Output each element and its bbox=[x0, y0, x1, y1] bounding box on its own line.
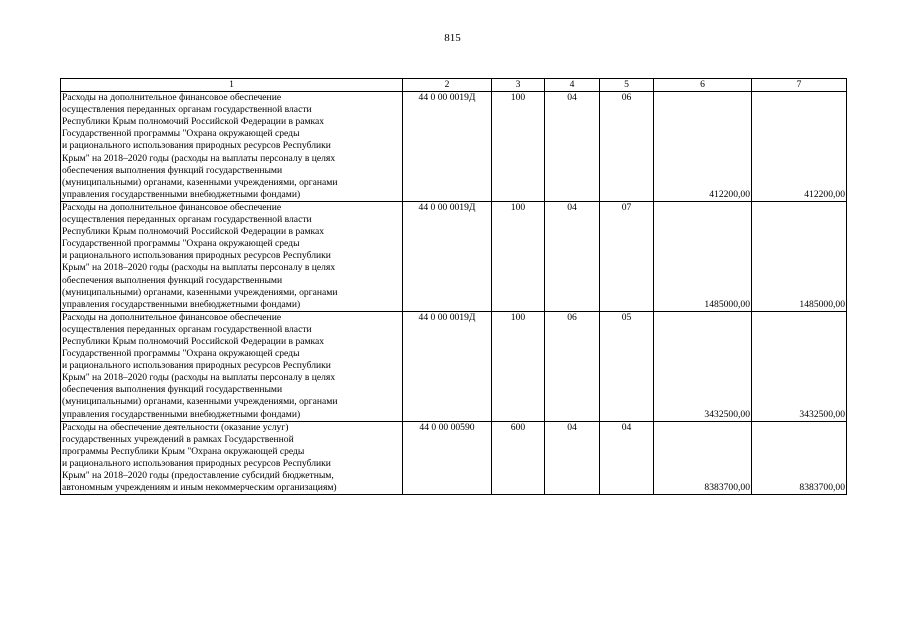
target-article-cell: 44 0 00 0019Д bbox=[403, 92, 492, 202]
expense-type-cell: 100 bbox=[492, 201, 545, 311]
column-header: 3 bbox=[492, 79, 545, 92]
column-header: 4 bbox=[545, 79, 600, 92]
subsection-cell: 06 bbox=[600, 92, 654, 202]
table-row bbox=[61, 421, 847, 495]
amount-cell: 412200,00 bbox=[654, 92, 752, 202]
description-line: (муниципальными) органами, казенными учреждениями, органами bbox=[62, 176, 338, 188]
expense-type-cell: 100 bbox=[492, 92, 545, 202]
amount-cell: 1485000,00 bbox=[654, 201, 752, 311]
amount-cell: 8383700,00 bbox=[752, 421, 847, 495]
description-line: обеспечения выполнения функций государственными bbox=[62, 164, 283, 176]
header-row bbox=[61, 79, 847, 92]
subsection-cell: 05 bbox=[600, 311, 654, 421]
subsection-cell: 04 bbox=[600, 421, 654, 495]
amount-cell: 8383700,00 bbox=[654, 421, 752, 495]
column-header: 5 bbox=[600, 79, 654, 92]
amount-cell: 3432500,00 bbox=[654, 311, 752, 421]
expense-type-cell: 600 bbox=[492, 421, 545, 495]
subsection-cell: 07 bbox=[600, 201, 654, 311]
column-header: 6 bbox=[654, 79, 752, 92]
description-line: Республики Крым полномочий Российской Федерации в рамках bbox=[62, 335, 325, 347]
description-line: Крым" на 2018–2020 годы (расходы на выплаты персоналу в целях bbox=[62, 152, 336, 164]
description-line: Крым" на 2018–2020 годы (расходы на выплаты персоналу в целях bbox=[62, 372, 336, 384]
description-line: Расходы на дополнительное финансовое обеспечение bbox=[62, 201, 282, 213]
expense-description bbox=[61, 201, 403, 311]
expense-description bbox=[61, 311, 403, 421]
amount-cell: 3432500,00 bbox=[752, 311, 847, 421]
description-line: Расходы на дополнительное финансовое обеспечение bbox=[62, 311, 282, 323]
description-line: осуществления переданных органам государственной власти bbox=[62, 323, 312, 335]
expense-description bbox=[61, 92, 403, 202]
description-line: Государственной программы "Охрана окружающей среды bbox=[62, 348, 300, 360]
description-line: и рационального использования природных ресурсов Республики bbox=[62, 140, 331, 152]
description-line: управления государственными внебюджетными фондами) bbox=[62, 298, 301, 310]
amount-cell: 412200,00 bbox=[752, 92, 847, 202]
page-number: 815 bbox=[444, 32, 461, 44]
description-line: Государственной программы "Охрана окружающей среды bbox=[62, 128, 300, 140]
description-line: осуществления переданных органам государственной власти bbox=[62, 214, 312, 226]
description-line: управления государственными внебюджетными фондами) bbox=[62, 188, 301, 200]
table-row bbox=[61, 92, 847, 202]
target-article-cell: 44 0 00 0019Д bbox=[403, 311, 492, 421]
target-article-cell: 44 0 00 0019Д bbox=[403, 201, 492, 311]
budget-table bbox=[60, 78, 847, 495]
description-line: обеспечения выполнения функций государственными bbox=[62, 384, 283, 396]
description-line: и рационального использования природных ресурсов Республики bbox=[62, 250, 331, 262]
section-cell: 04 bbox=[545, 201, 600, 311]
section-cell: 06 bbox=[545, 311, 600, 421]
description-line: и рационального использования природных ресурсов Республики bbox=[62, 457, 331, 469]
description-line: (муниципальными) органами, казенными учреждениями, органами bbox=[62, 396, 338, 408]
description-line: Республики Крым полномочий Российской Федерации в рамках bbox=[62, 116, 325, 128]
description-line: Крым" на 2018–2020 годы (расходы на выплаты персоналу в целях bbox=[62, 262, 336, 274]
target-article-cell: 44 0 00 00590 bbox=[403, 421, 492, 495]
column-header: 7 bbox=[752, 79, 847, 92]
amount-cell: 1485000,00 bbox=[752, 201, 847, 311]
description-line: государственных учреждений в рамках Государственной bbox=[62, 433, 294, 445]
section-cell: 04 bbox=[545, 421, 600, 495]
description-line: Расходы на обеспечение деятельности (оказание услуг) bbox=[62, 421, 289, 433]
expense-type-cell: 100 bbox=[492, 311, 545, 421]
description-line: (муниципальными) органами, казенными учреждениями, органами bbox=[62, 286, 338, 298]
section-cell: 04 bbox=[545, 92, 600, 202]
description-line: Крым" на 2018–2020 годы (предоставление субсидий бюджетным, bbox=[62, 470, 334, 481]
description-line: управления государственными внебюджетными фондами) bbox=[62, 408, 301, 420]
description-line: Расходы на дополнительное финансовое обеспечение bbox=[62, 92, 282, 104]
expense-description bbox=[61, 421, 403, 495]
description-line: осуществления переданных органам государственной власти bbox=[62, 104, 312, 116]
description-line: Республики Крым полномочий Российской Федерации в рамках bbox=[62, 226, 325, 238]
description-line: Государственной программы "Охрана окружающей среды bbox=[62, 238, 300, 250]
table-row bbox=[61, 201, 847, 311]
description-line: и рационального использования природных ресурсов Республики bbox=[62, 360, 331, 372]
description-line: автономным учреждениям и иным некоммерческим организациям) bbox=[62, 482, 337, 494]
description-line: обеспечения выполнения функций государственными bbox=[62, 274, 283, 286]
description-line: программы Республики Крым "Охрана окружающей среды bbox=[62, 445, 305, 457]
column-header: 1 bbox=[61, 79, 403, 92]
column-header: 2 bbox=[403, 79, 492, 92]
table-row bbox=[61, 311, 847, 421]
